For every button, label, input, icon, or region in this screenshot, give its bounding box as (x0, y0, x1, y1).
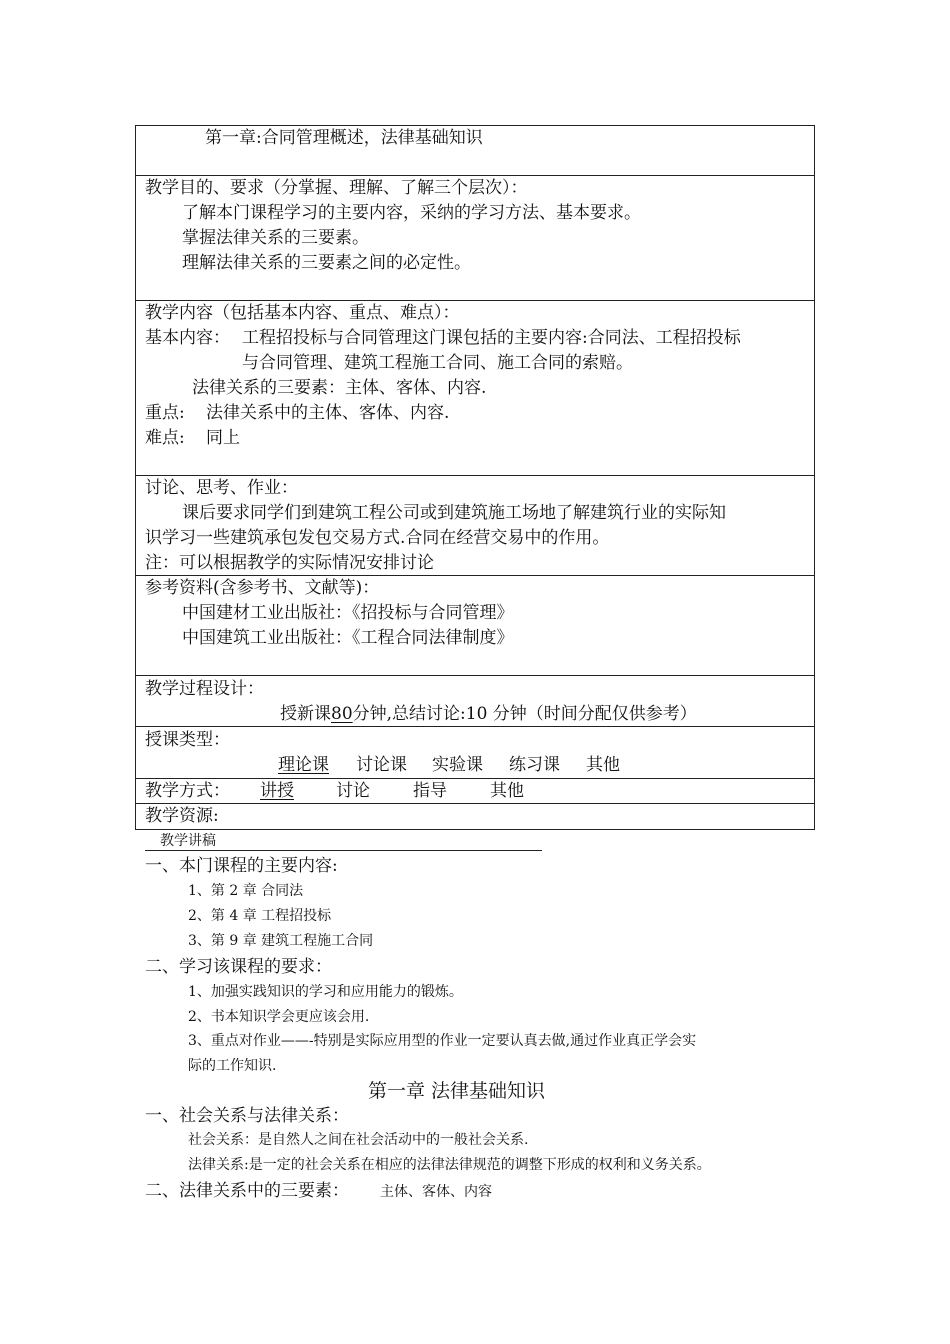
table-divider (135, 475, 815, 476)
difficult-point-label: 难点: (145, 428, 185, 448)
list-item: 2、第 4 章 工程招投标 (188, 908, 332, 924)
process-heading: 教学过程设计： (145, 679, 264, 699)
table-divider (135, 675, 815, 676)
objective-item: 掌握法律关系的三要素。 (182, 228, 369, 248)
list-item: 3、第 9 章 建筑工程施工合同 (188, 933, 374, 949)
reference-item: 中国建筑工业出版社：《工程合同法律制度》 (182, 628, 514, 648)
section-title: 一、本门课程的主要内容: (145, 856, 338, 876)
discussion-text: 识学习一些建筑承包发包交易方式.合同在经营交易中的作用。 (145, 528, 610, 548)
table-border-top (135, 125, 815, 126)
lesson-type-option: 其他 (586, 755, 620, 775)
list-item-continuation: 际的工作知识. (188, 1058, 277, 1074)
section-title: 二、学习该课程的要求： (145, 957, 332, 977)
discussion-note: 注：可以根据教学的实际情况安排讨论 (145, 553, 434, 573)
table-divider (135, 803, 815, 804)
lesson-type-option: 讨论课 (356, 755, 407, 775)
discussion-heading: 讨论、思考、作业： (145, 478, 298, 498)
objective-item: 理解法律关系的三要素之间的必定性。 (182, 253, 471, 273)
list-item: 2、书本知识学会更应该会用. (188, 1009, 370, 1025)
definition-text: 社会关系：是自然人之间在社会活动中的一般社会关系. (188, 1132, 529, 1148)
method-label: 教学方式： (145, 781, 230, 801)
key-point-text: 法律关系中的主体、客体、内容. (206, 403, 450, 423)
method-option: 讨论 (336, 781, 370, 801)
reference-item: 中国建材工业出版社：《招投标与合同管理》 (182, 603, 514, 623)
method-option: 其他 (490, 781, 524, 801)
lesson-type-option-selected: 理论课 (278, 755, 329, 775)
lesson-type-option: 练习课 (509, 755, 560, 775)
list-item: 3、重点对作业——-特别是实际应用型的作业一定要认真去做,通过作业真正学会实 (188, 1033, 697, 1049)
objectives-heading: 教学目的、要求（分掌握、理解、了解三个层次）： (145, 178, 528, 198)
resources-label: 教学资源: (145, 806, 219, 826)
section-text: 主体、客体、内容 (380, 1184, 492, 1200)
discussion-text: 课后要求同学们到建筑工程公司或到建筑施工场地了解建筑行业的实际知 (182, 503, 726, 523)
table-divider (135, 300, 815, 301)
references-heading: 参考资料(含参考书、文献等)： (145, 578, 380, 598)
process-allocation (280, 706, 697, 723)
definition-text: 法律关系:是一定的社会关系在相应的法律法律规范的调整下形成的权利和义务关系。 (188, 1157, 711, 1173)
table-divider (135, 778, 815, 779)
table-divider (135, 726, 815, 727)
objective-item: 了解本门课程学习的主要内容，采纳的学习方法、基本要求。 (182, 203, 641, 223)
new-lesson-minutes: 80 (331, 704, 353, 724)
table-border-left (135, 125, 136, 830)
process-prefix: 授新课 (280, 704, 331, 724)
table-border-right (814, 125, 815, 830)
basic-content-text: 工程招投标与合同管理这门课包括的主要内容:合同法、工程招投标 (242, 328, 741, 348)
process-rest: 分钟,总结讨论:10 分钟（时间分配仅供参考） (352, 704, 697, 724)
lecture-heading: 教学讲稿 (160, 833, 216, 849)
basic-content-text: 法律关系的三要素：主体、客体、内容. (192, 378, 487, 398)
content-heading: 教学内容（包括基本内容、重点、难点）： (145, 303, 460, 323)
table-divider (135, 175, 815, 176)
method-option-selected: 讲授 (260, 781, 294, 801)
key-point-label: 重点: (145, 403, 185, 423)
table-divider (135, 575, 815, 576)
section-title: 一、社会关系与法律关系： (145, 1106, 349, 1126)
method-option: 指导 (413, 781, 447, 801)
table-border-bottom (135, 829, 815, 830)
list-item: 1、第 2 章 合同法 (188, 883, 304, 899)
chapter-heading: 第一章 法律基础知识 (368, 1080, 546, 1102)
list-item: 1、加强实践知识的学习和应用能力的锻炼。 (188, 984, 463, 1000)
lesson-type-heading: 授课类型： (145, 730, 230, 750)
lesson-type-option: 实验课 (432, 755, 483, 775)
basic-content-text: 与合同管理、建筑工程施工合同、施工合同的索赔。 (242, 353, 633, 373)
difficult-point-text: 同上 (206, 428, 240, 448)
section-title: 二、法律关系中的三要素： (145, 1181, 349, 1201)
chapter-title: 第一章:合同管理概述，法律基础知识 (205, 128, 483, 148)
basic-content-label: 基本内容： (145, 328, 230, 348)
lecture-heading-rule (145, 850, 542, 851)
